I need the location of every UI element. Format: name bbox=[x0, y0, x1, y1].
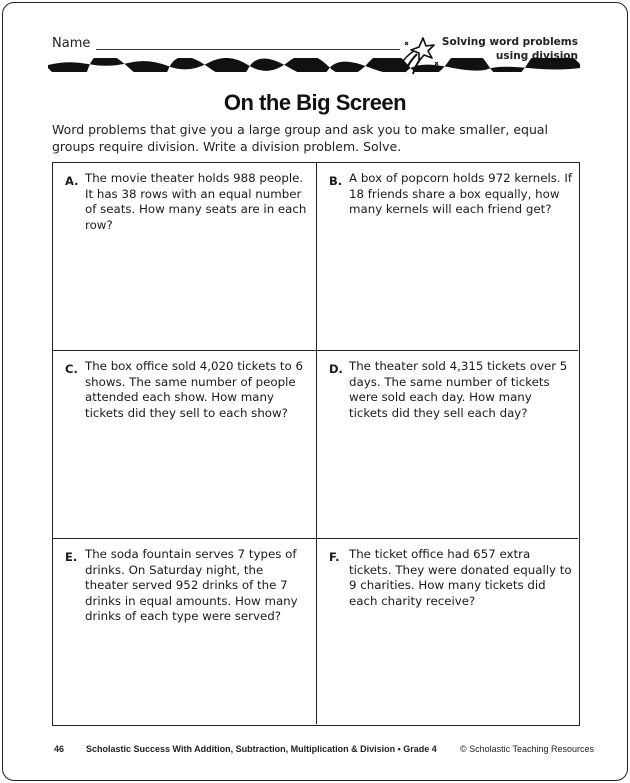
problem-letter: A. bbox=[65, 174, 79, 188]
footer bbox=[0, 744, 630, 758]
problem-text: The theater sold 4,315 tickets over 5 days. The same number of tickets were sold each day. How many tickets did they sell each day? bbox=[349, 359, 568, 420]
problem-cell-f[interactable] bbox=[317, 539, 578, 724]
topic-line-1: Solving word problems bbox=[441, 36, 578, 48]
problem-cell-a[interactable] bbox=[53, 163, 317, 351]
copyright: © Scholastic Teaching Resources bbox=[459, 744, 594, 754]
topic-line-2: using division bbox=[495, 50, 578, 62]
problem-letter: F. bbox=[329, 550, 340, 564]
page-number: 46 bbox=[54, 744, 65, 754]
problems-grid bbox=[52, 162, 580, 726]
problem-text: A box of popcorn holds 972 kernels. If 18 friends share a box equally, how many kernels will each friend get? bbox=[349, 171, 573, 216]
page-title: On the Big Screen bbox=[223, 90, 407, 115]
brush-stroke-divider bbox=[48, 58, 580, 72]
problem-text: The movie theater holds 988 people. It has 38 rows with an equal number of seats. How many seats are in each row? bbox=[85, 171, 307, 232]
problem-text: The soda fountain serves 7 types of drinks. On Saturday night, the theater served 952 drinks of the 7 drinks in equal amounts. How many drinks of each type were served? bbox=[85, 547, 298, 623]
problem-cell-e[interactable] bbox=[53, 539, 317, 724]
problem-letter: C. bbox=[65, 362, 78, 376]
name-label: Name bbox=[52, 36, 91, 51]
problem-letter: E. bbox=[65, 550, 78, 564]
problem-cell-c[interactable] bbox=[53, 351, 317, 539]
problem-letter: B. bbox=[329, 174, 343, 188]
name-input-line[interactable] bbox=[96, 49, 400, 50]
problem-text: The ticket office had 657 extra tickets. They were donated equally to 9 charities. How many tickets did each charity receive? bbox=[349, 547, 572, 608]
problem-letter: D. bbox=[329, 362, 343, 376]
problem-cell-b[interactable] bbox=[317, 163, 578, 351]
problem-text: The box office sold 4,020 tickets to 6 shows. The same number of people attended each show. How many tickets did they sell to each show? bbox=[85, 359, 303, 420]
problem-cell-d[interactable] bbox=[317, 351, 578, 539]
instructions: Word problems that give you a large group and ask you to make smaller, equal groups require division. Write a division problem. Solve. bbox=[52, 122, 549, 154]
series-title: Scholastic Success With Addition, Subtraction, Multiplication & Division • Grade 4 bbox=[86, 744, 437, 754]
